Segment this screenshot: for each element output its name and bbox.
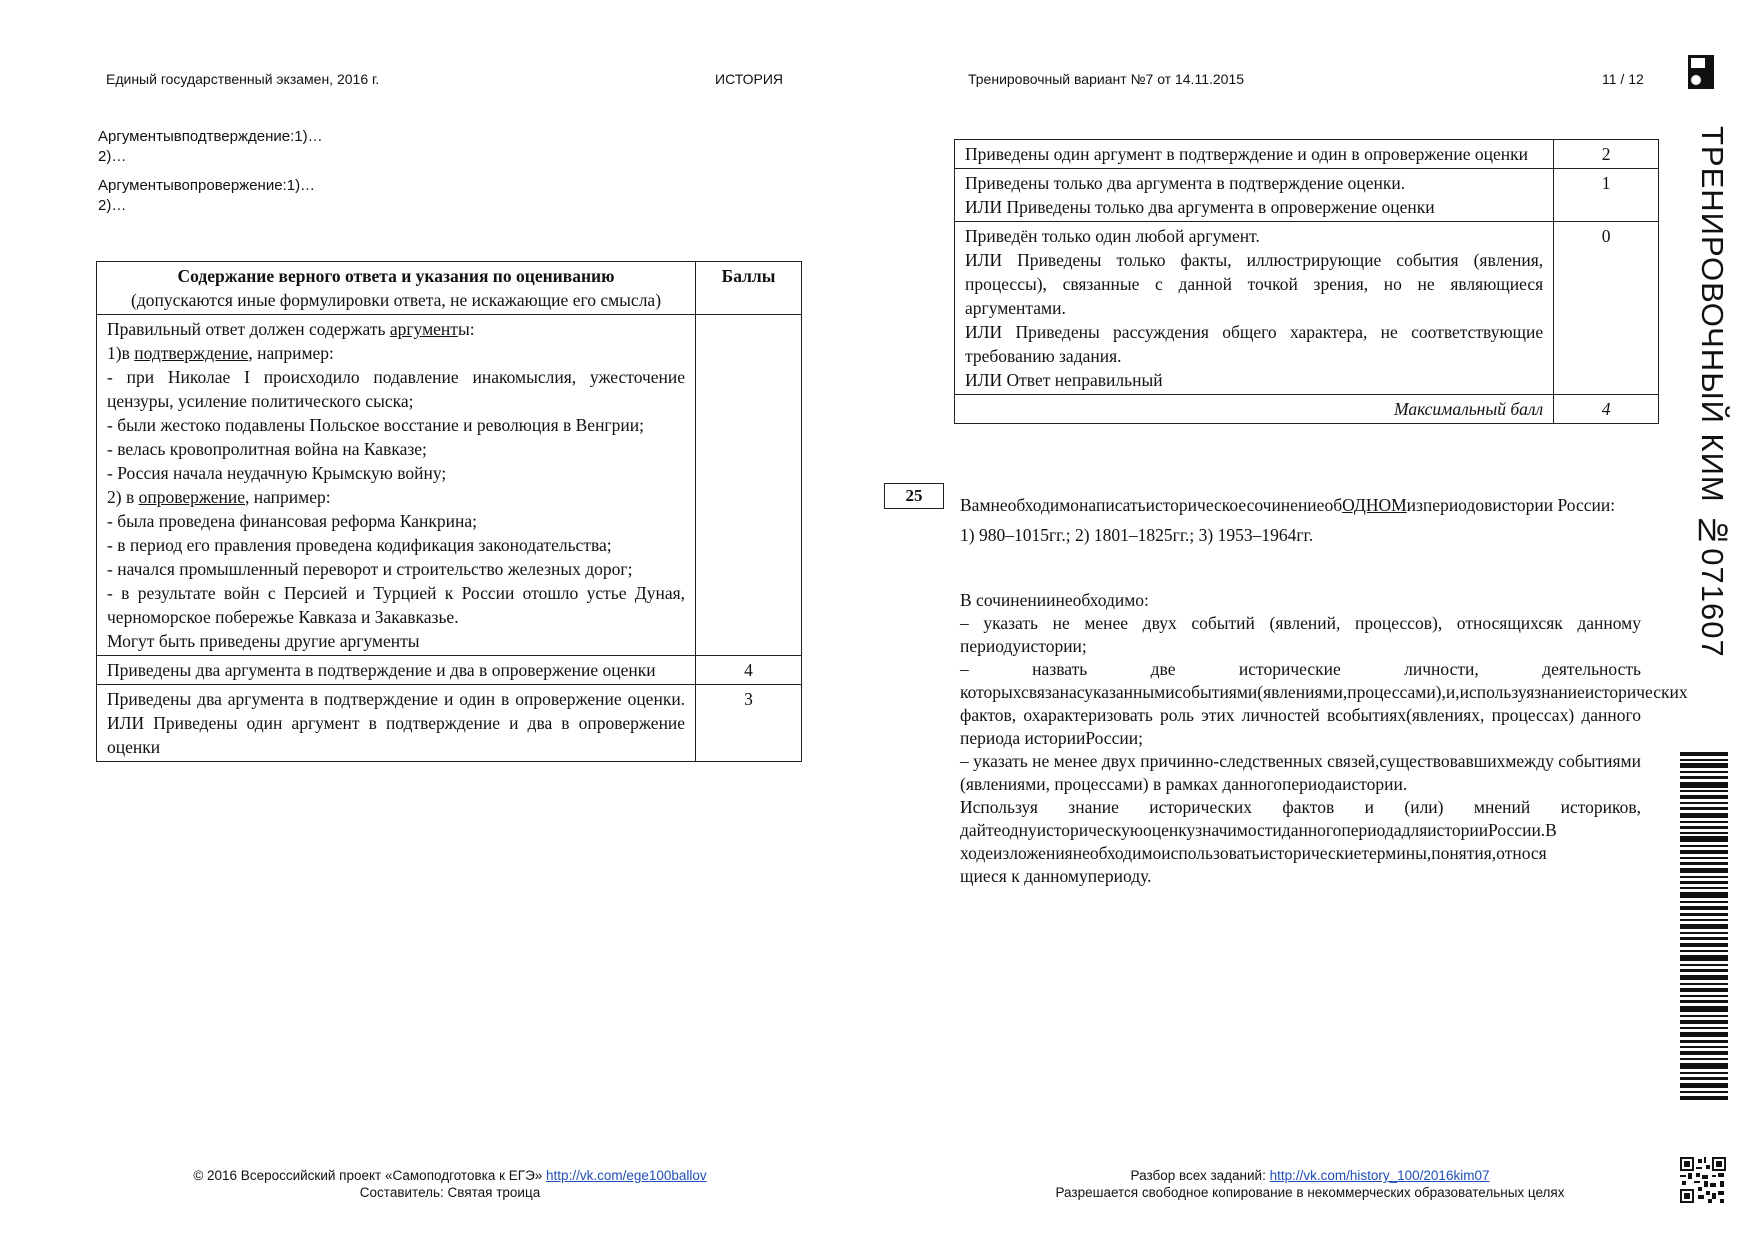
max-score-label: Максимальный балл (955, 395, 1554, 424)
criterion-points: 3 (696, 685, 802, 762)
grading-table-right (954, 139, 1659, 424)
other-arguments-note: Могут быть приведены другие аргументы (107, 631, 420, 651)
task-requirement: – указать не менее двух причинно-следственных связей,существовавшихмежду событиями (явлениями, процессами) в рамках данногопериодаистории. (960, 751, 1641, 794)
task-requirements-heading: В сочинениинеобходимо: (960, 590, 1149, 610)
footer-review-link[interactable]: http://vk.com/history_100/2016kim07 (1269, 1168, 1490, 1183)
footer-copyright: © 2016 Всероссийский проект «Самоподготовка к ЕГЭ» (193, 1168, 547, 1183)
task-number-box: 25 (884, 483, 944, 509)
footer-right (960, 1167, 1660, 1201)
criterion-text: Приведены один аргумент в подтверждение и один в опровержение оценки (955, 140, 1554, 169)
oppose-item: - в результате войн с Персией и Турцией к России отошло устье Дуная, черноморское побережье Кавказа и Закавказье. (107, 583, 686, 627)
footer-project-link[interactable]: http://vk.com/ege100ballov (546, 1168, 707, 1183)
header-exam-title: Единый государственный экзамен, 2016 г. (106, 71, 380, 87)
correct-answer-points (696, 315, 802, 656)
task-requirement: – назвать две исторические личности, деятельность которыхсвязанасуказаннымисобытиями(явлениями,процессами),и,используязнаниеисторических фактов, охарактеризовать роль этих личностей всобытиях(явлениях, процессах) данного периода историиРоссии; (960, 659, 1688, 748)
task-requirement: Используя знание исторических фактов и (или) мнений историков, дайтеоднуисторическуюоценкузначимостиданногопериодадляисторииРоссии.В (960, 797, 1641, 840)
support-item: - при Николае I происходило подавление инакомыслия, ужесточение цензуры, усиление политического сыска; (107, 367, 686, 411)
page-number: 11 / 12 (1602, 71, 1644, 87)
table-header-points: Баллы (696, 262, 802, 315)
criterion-text: Приведены только два аргумента в подтверждение оценки. ИЛИ Приведены только два аргумента в опровержение оценки (955, 169, 1554, 222)
oppose-heading: 2) в опровержение, например: (107, 487, 331, 507)
header-subject: ИСТОРИЯ (715, 71, 784, 87)
table-header-title: Содержание верного ответа и указания по оцениванию (177, 266, 615, 286)
oppose-args-second: 2)… (98, 197, 127, 214)
support-args-label: Аргументывподтверждение:1)… (98, 128, 323, 145)
oppose-item: - в период его правления проведена кодификация законодательства; (107, 535, 612, 555)
logo-icon (1688, 55, 1714, 89)
task-requirement-cont: щиеся к данномупериоду. (960, 866, 1152, 886)
oppose-args-label: Аргументывопровержение:1)… (98, 177, 316, 194)
criterion-text: Приведены два аргумента в подтверждение и два в опровержение оценки (97, 656, 696, 685)
grading-table-left (96, 261, 802, 762)
footer-copy-note: Разрешается свободное копирование в некоммерческих образовательных целях (1055, 1185, 1565, 1200)
header-variant: Тренировочный вариант №7 от 14.11.2015 (968, 71, 1245, 87)
correct-answer-cell (97, 315, 696, 656)
footer-left (100, 1167, 800, 1201)
criterion-text: Приведены два аргумента в подтверждение и один в опровержение оценки. ИЛИ Приведены один аргумент в подтверждение и два в опровержение оценки (97, 685, 696, 762)
task-25-text (960, 494, 1688, 888)
footer-author: Составитель: Святая троица (359, 1185, 541, 1200)
table-header-content (97, 262, 696, 315)
max-score-value: 4 (1554, 395, 1659, 424)
support-item: - Россия начала неудачную Крымскую войну; (107, 463, 447, 483)
qr-code-icon (1680, 1157, 1726, 1203)
argument-template (98, 127, 323, 216)
table-header-note: (допускаются иные формулировки ответа, не искажающие его смысла) (131, 290, 662, 310)
support-item: - велась кровопролитная война на Кавказе; (107, 439, 427, 459)
support-heading: 1)в подтверждение, например: (107, 343, 334, 363)
task-requirement: – указать не менее двух событий (явлений, процессов), относящихсяк данному периодуистории; (960, 613, 1641, 656)
footer-review-label: Разбор всех заданий: (1130, 1168, 1270, 1183)
support-item: - были жестоко подавлены Польское восстание и революция в Венгрии; (107, 415, 644, 435)
criterion-points: 1 (1554, 169, 1659, 222)
task-intro: ВамнеобходимонаписатьисторическоесочинениеобОДНОМизпериодовистории России: (960, 495, 1616, 515)
answer-intro: Правильный ответ должен содержать аргументы: (107, 319, 475, 339)
criterion-points: 0 (1554, 222, 1659, 395)
criterion-text: Приведён только один любой аргумент. ИЛИ Приведены только факты, иллюстрирующие события (явления, процессы), связанные с данной точкой зрения, но не являющиеся аргументами. ИЛИ Приведены рассуждения общего характера, не соответствующие требованию задания. ИЛИ Ответ неправильный (955, 222, 1554, 395)
oppose-item: - начался промышленный переворот и строительство железных дорог; (107, 559, 633, 579)
side-title: ТРЕНИРОВОЧНЫЙ КИМ №071607 (1695, 126, 1730, 658)
oppose-item: - была проведена финансовая реформа Канкрина; (107, 511, 478, 531)
task-requirement-cont: ходеизложениянеобходимоиспользоватьисторическиетермины,понятия,относя (960, 843, 1547, 863)
support-args-second: 2)… (98, 148, 127, 165)
criterion-points: 4 (696, 656, 802, 685)
task-periods: 1) 980–1015гг.; 2) 1801–1825гг.; 3) 1953–1964гг. (960, 525, 1314, 545)
criterion-points: 2 (1554, 140, 1659, 169)
barcode-icon (1680, 752, 1728, 1100)
